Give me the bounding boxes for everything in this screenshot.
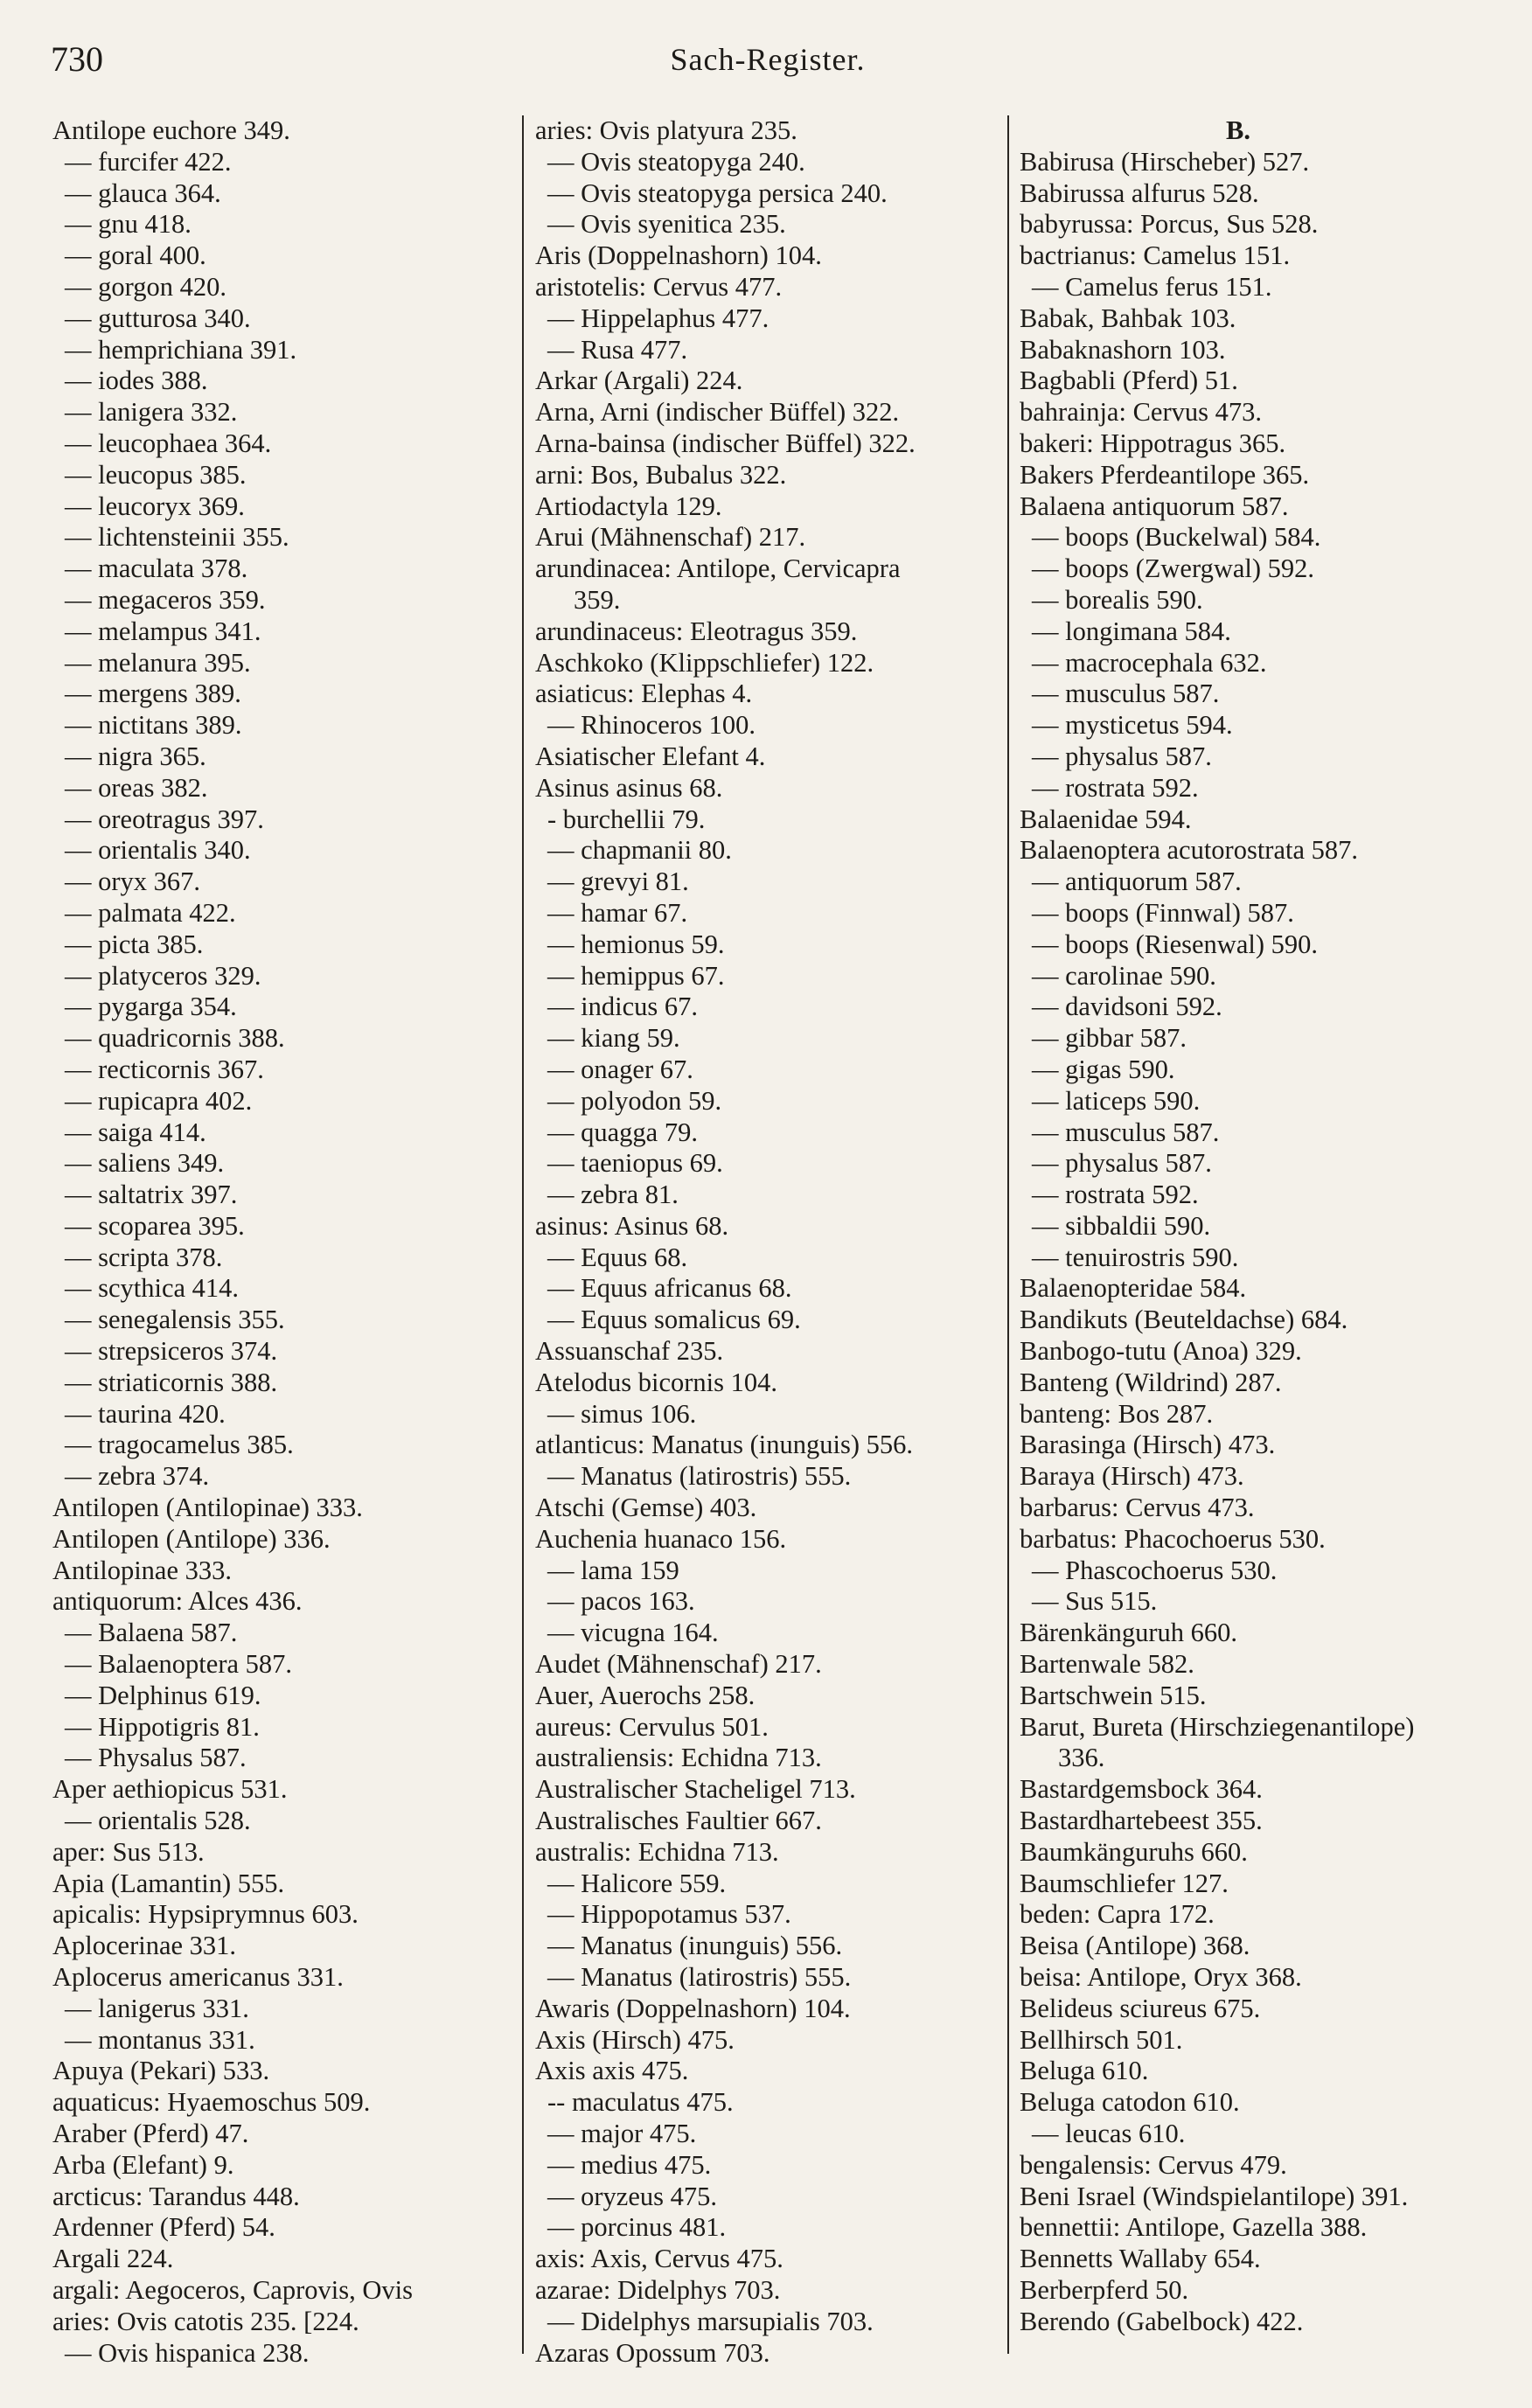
index-entry: atlanticus: Manatus (inunguis) 556. [535, 1430, 914, 1460]
index-entry: — hemippus 67. [547, 960, 725, 991]
index-entry: 336. [1058, 1743, 1105, 1773]
index-entry: arundinaceus: Eleotragus 359. [535, 616, 858, 646]
index-entry: — Hippopotamus 537. [547, 1899, 791, 1930]
index-entry: Auchenia huanaco 156. [535, 1523, 787, 1554]
index-entry: — oryx 367. [65, 866, 201, 897]
index-entry: Aschkoko (Klippschliefer) 122. [535, 647, 874, 678]
index-entry: Bakers Pferdeantilope 365. [1020, 459, 1310, 490]
index-entry: bakeri: Hippotragus 365. [1020, 428, 1286, 458]
index-entry: — hamar 67. [547, 897, 688, 928]
index-entry: Arna, Arni (indischer Büffel) 322. [535, 397, 900, 428]
index-entry: — porcinus 481. [547, 2212, 727, 2243]
index-entry: asiaticus: Elephas 4. [535, 679, 753, 709]
index-entry: — mergens 389. [65, 679, 241, 709]
index-entry: — melanura 395. [65, 647, 251, 678]
index-entry: Axis (Hirsch) 475. [535, 2024, 735, 2055]
index-entry: Bennetts Wallaby 654. [1020, 2244, 1261, 2274]
index-entry: Arna-bainsa (indischer Büffel) 322. [535, 428, 916, 458]
index-entry: Balaenidae 594. [1020, 804, 1192, 834]
index-entry: — zebra 374. [65, 1461, 210, 1492]
index-entry: Assuanschaf 235. [535, 1336, 724, 1367]
index-entry: — tragocamelus 385. [65, 1430, 294, 1460]
index-entry: — Manatus (latirostris) 555. [547, 1461, 852, 1492]
index-entry: Bandikuts (Beuteldachse) 684. [1020, 1305, 1348, 1335]
index-entry: — Didelphys marsupialis 703. [547, 2306, 874, 2336]
index-entry: — oryzeus 475. [547, 2181, 717, 2211]
index-entry: apicalis: Hypsiprymnus 603. [52, 1899, 359, 1930]
index-entry: Bastardhartebeest 355. [1020, 1806, 1263, 1836]
index-entry: — montanus 331. [65, 2024, 255, 2055]
index-entry: — chapmanii 80. [547, 835, 732, 866]
index-entry: — quadricornis 388. [65, 1023, 285, 1054]
index-entry: — scripta 378. [65, 1242, 223, 1272]
index-entry: — major 475. [547, 2119, 697, 2148]
index-entry: argali: Aegoceros, Caprovis, Ovis [52, 2274, 413, 2305]
index-entry: Atschi (Gemse) 403. [535, 1493, 757, 1523]
index-entry: axis: Axis, Cervus 475. [535, 2244, 783, 2274]
index-entry: Arba (Elefant) 9. [52, 2149, 234, 2180]
index-entry: — zebra 81. [547, 1180, 679, 1210]
index-entry: — Manatus (latirostris) 555. [547, 1962, 852, 1993]
index-entry: — furcifer 422. [65, 146, 232, 177]
index-entry: Argali 224. [52, 2244, 174, 2274]
index-entry: Baumschliefer 127. [1020, 1868, 1229, 1898]
index-entry: — hemprichiana 391. [65, 334, 297, 365]
running-title: Sach-Register. [670, 42, 866, 77]
index-entry: — lichtensteinii 355. [65, 522, 289, 553]
index-entry: — nictitans 389. [65, 710, 242, 741]
index-entry: Barasinga (Hirsch) 473. [1020, 1430, 1276, 1460]
index-entry: Balaena antiquorum 587. [1020, 491, 1289, 521]
index-entry: — laticeps 590. [1032, 1085, 1201, 1116]
index-entry: — recticornis 367. [65, 1054, 264, 1084]
index-entry: bahrainja: Cervus 473. [1020, 397, 1262, 428]
index-entry: Berberpferd 50. [1020, 2274, 1189, 2305]
index-entry: Apia (Lamantin) 555. [52, 1868, 285, 1898]
index-entry: Australisches Faultier 667. [535, 1806, 822, 1836]
index-entry: bennettii: Antilope, Gazella 388. [1020, 2212, 1368, 2243]
index-entry: bengalensis: Cervus 479. [1020, 2149, 1287, 2180]
index-entry: — musculus 587. [1032, 1117, 1220, 1147]
index-entry: beisa: Antilope, Oryx 368. [1020, 1962, 1302, 1993]
index-entry: — oreotragus 397. [65, 804, 264, 834]
index-entry: — Balaenoptera 587. [65, 1649, 293, 1680]
index-entry: Antilopinae 333. [52, 1555, 232, 1585]
index-entry: — grevyi 81. [547, 866, 689, 897]
index-entry: aquaticus: Hyaemoschus 509. [52, 2087, 371, 2118]
index-entry: — Ovis steatopyga 240. [547, 146, 805, 177]
index-entry: antiquorum: Alces 436. [52, 1586, 303, 1617]
index-column-3 [1020, 115, 1492, 2338]
index-entry: — onager 67. [547, 1054, 693, 1084]
index-entry: Asinus asinus 68. [535, 772, 723, 803]
index-entry: — boops (Zwergwal) 592. [1032, 553, 1315, 584]
index-entry: — carolinae 590. [1032, 960, 1216, 991]
index-entry: — lanigera 332. [65, 397, 238, 428]
page-header [51, 35, 1485, 87]
index-entry: Araber (Pferd) 47. [52, 2119, 249, 2148]
index-entry: — polyodon 59. [547, 1085, 722, 1116]
index-entry: Apuya (Pekari) 533. [52, 2056, 270, 2086]
index-entry: B. [1226, 115, 1250, 145]
index-entry: — rostrata 592. [1032, 772, 1199, 803]
index-entry: Antilope euchore 349. [52, 115, 290, 145]
index-entry: — borealis 590. [1032, 584, 1203, 615]
index-entry: arundinacea: Antilope, Cervicapra [535, 553, 901, 584]
index-entry: — Hippelaphus 477. [547, 303, 769, 333]
index-entry: — oreas 382. [65, 772, 208, 803]
index-entry: — lanigerus 331. [65, 1993, 249, 2023]
column-divider [1007, 115, 1009, 2354]
index-entry: Bartenwale 582. [1020, 1649, 1194, 1680]
index-entry: Antilopen (Antilopinae) 333. [52, 1493, 363, 1523]
index-entry: Beluga catodon 610. [1020, 2087, 1240, 2118]
index-entry: Arui (Mähnenschaf) 217. [535, 522, 806, 553]
index-entry: — simus 106. [547, 1398, 697, 1429]
index-entry: — Rhinoceros 100. [547, 710, 756, 741]
index-entry: Babaknashorn 103. [1020, 334, 1226, 365]
index-entry: asinus: Asinus 68. [535, 1210, 729, 1241]
index-entry: — palmata 422. [65, 897, 236, 928]
index-entry: Bellhirsch 501. [1020, 2024, 1183, 2055]
index-entry: — picta 385. [65, 929, 204, 959]
index-entry: — physalus 587. [1032, 1148, 1212, 1179]
index-entry: — saltatrix 397. [65, 1180, 238, 1210]
index-entry: — taurina 420. [65, 1398, 226, 1429]
index-entry: — leucophaea 364. [65, 428, 272, 458]
index-entry: — davidsoni 592. [1032, 992, 1222, 1022]
index-entry: — Sus 515. [1032, 1586, 1158, 1617]
index-entry: Bartschwein 515. [1020, 1680, 1207, 1710]
column-divider [522, 115, 524, 2354]
index-entry: — kiang 59. [547, 1023, 680, 1054]
index-entry: Aplocerinae 331. [52, 1931, 237, 1961]
index-entry: — Balaena 587. [65, 1618, 238, 1648]
index-entry: Antilopen (Antilope) 336. [52, 1523, 331, 1554]
index-entry: Auer, Auerochs 258. [535, 1680, 756, 1710]
index-entry: — macrocephala 632. [1032, 647, 1267, 678]
index-entry: — rostrata 592. [1032, 1180, 1199, 1210]
index-entry: — leucas 610. [1032, 2119, 1186, 2148]
index-entry: Barut, Bureta (Hirschziegenantilope) [1020, 1711, 1415, 1742]
index-entry: — quagga 79. [547, 1117, 698, 1147]
index-entry: — sibbaldii 590. [1032, 1210, 1211, 1241]
index-entry: Beni Israel (Windspielantilope) 391. [1020, 2181, 1409, 2211]
index-entry: — physalus 587. [1032, 741, 1212, 771]
index-entry: Balaenopteridae 584. [1020, 1273, 1247, 1304]
index-entry: Aplocerus americanus 331. [52, 1962, 344, 1993]
index-entry: Beluga 610. [1020, 2056, 1149, 2086]
index-entry: — lama 159 [547, 1555, 679, 1585]
index-entry: — boops (Riesenwal) 590. [1032, 929, 1318, 959]
index-entry: — megaceros 359. [65, 584, 266, 615]
index-entry: Australischer Stacheligel 713. [535, 1774, 856, 1805]
index-entry: Ardenner (Pferd) 54. [52, 2212, 275, 2243]
index-entry: — gutturosa 340. [65, 303, 251, 333]
index-entry: — musculus 587. [1032, 679, 1220, 709]
index-entry: Axis axis 475. [535, 2056, 689, 2086]
index-entry: — Equus somalicus 69. [547, 1305, 801, 1335]
index-entry: barbatus: Phacochoerus 530. [1020, 1523, 1326, 1554]
index-entry: — leucopus 385. [65, 459, 247, 490]
index-entry: — Delphinus 619. [65, 1680, 261, 1710]
index-entry: — leucoryx 369. [65, 491, 245, 521]
index-entry: — gnu 418. [65, 209, 192, 240]
index-entry: aries: Ovis catotis 235. [224. [52, 2306, 359, 2336]
index-entry: arcticus: Tarandus 448. [52, 2181, 300, 2211]
index-entry: — medius 475. [547, 2149, 712, 2180]
index-entry: — boops (Finnwal) 587. [1032, 897, 1294, 928]
index-entry: — Equus africanus 68. [547, 1273, 792, 1304]
index-entry: — senegalensis 355. [65, 1305, 285, 1335]
index-entry: Atelodus bicornis 104. [535, 1367, 778, 1397]
index-entry: - burchellii 79. [547, 804, 706, 834]
index-entry: — Ovis hispanica 238. [65, 2337, 310, 2368]
index-entry: — Rusa 477. [547, 334, 688, 365]
index-entry: — goral 400. [65, 240, 206, 271]
index-entry: australiensis: Echidna 713. [535, 1743, 822, 1773]
index-entry: Banbogo-tutu (Anoa) 329. [1020, 1336, 1302, 1367]
index-entry: Asiatischer Elefant 4. [535, 741, 766, 771]
index-entry: — platyceros 329. [65, 960, 261, 991]
index-entry: — scythica 414. [65, 1273, 240, 1304]
index-entry: Banteng (Wildrind) 287. [1020, 1367, 1282, 1397]
index-entry: Babak, Bahbak 103. [1020, 303, 1236, 333]
index-entry: — melampus 341. [65, 616, 261, 646]
index-entry: Babirussa alfurus 528. [1020, 177, 1259, 208]
index-entry: Beisa (Antilope) 368. [1020, 1931, 1250, 1961]
index-entry: — tenuirostris 590. [1032, 1242, 1239, 1272]
index-entry: Arkar (Argali) 224. [535, 365, 743, 396]
index-entry: — Ovis steatopyga persica 240. [547, 177, 888, 208]
index-entry: arni: Bos, Bubalus 322. [535, 459, 787, 490]
index-entry: banteng: Bos 287. [1020, 1398, 1214, 1429]
index-entry: Bagbabli (Pferd) 51. [1020, 365, 1238, 396]
index-entry: — orientalis 340. [65, 835, 251, 866]
index-entry: Babirusa (Hirscheber) 527. [1020, 146, 1310, 177]
index-entry: aper: Sus 513. [52, 1836, 205, 1867]
index-entry: — indicus 67. [547, 992, 698, 1022]
index-entry: Berendo (Gabelbock) 422. [1020, 2306, 1304, 2336]
index-entry: Baraya (Hirsch) 473. [1020, 1461, 1244, 1492]
index-entry: Artiodactyla 129. [535, 491, 722, 521]
index-entry: Aris (Doppelnashorn) 104. [535, 240, 822, 271]
index-entry: — Camelus ferus 151. [1032, 271, 1272, 302]
index-entry: — scoparea 395. [65, 1210, 245, 1241]
index-entry: — antiquorum 587. [1032, 866, 1242, 897]
index-entry: aries: Ovis platyura 235. [535, 115, 797, 145]
index-entry: Baumkänguruhs 660. [1020, 1836, 1248, 1867]
index-entry: bactrianus: Camelus 151. [1020, 240, 1291, 271]
index-entry: australis: Echidna 713. [535, 1836, 779, 1867]
index-entry: beden: Capra 172. [1020, 1899, 1215, 1930]
index-entry: — Halicore 559. [547, 1868, 727, 1898]
index-entry: — gorgon 420. [65, 271, 226, 302]
index-entry: — gibbar 587. [1032, 1023, 1187, 1054]
index-entry: — boops (Buckelwal) 584. [1032, 522, 1321, 553]
index-entry: — maculata 378. [65, 553, 248, 584]
index-entry: — strepsiceros 374. [65, 1336, 278, 1367]
index-column-1 [52, 115, 525, 2369]
index-entry: — nigra 365. [65, 741, 206, 771]
index-entry: Awaris (Doppelnashorn) 104. [535, 1993, 851, 2023]
index-entry: — rupicapra 402. [65, 1085, 253, 1116]
index-entry: -- maculatus 475. [547, 2087, 734, 2118]
index-entry: — saiga 414. [65, 1117, 206, 1147]
index-column-2 [535, 115, 1007, 2369]
index-entry: aristotelis: Cervus 477. [535, 271, 783, 302]
index-entry: Aper aethiopicus 531. [52, 1774, 288, 1805]
index-entry: — Phascochoerus 530. [1032, 1555, 1278, 1585]
index-entry: — pygarga 354. [65, 992, 237, 1022]
index-entry: — pacos 163. [547, 1586, 695, 1617]
index-entry: — longimana 584. [1032, 616, 1231, 646]
index-entry: barbarus: Cervus 473. [1020, 1493, 1255, 1523]
index-entry: Audet (Mähnenschaf) 217. [535, 1649, 822, 1680]
index-entry: — mysticetus 594. [1032, 710, 1233, 741]
index-entry: Balaenoptera acutorostrata 587. [1020, 835, 1359, 866]
index-entry: — striaticornis 388. [65, 1367, 278, 1397]
index-entry: — Physalus 587. [65, 1743, 247, 1773]
index-entry: — Equus 68. [547, 1242, 688, 1272]
index-entry: — vicugna 164. [547, 1618, 719, 1648]
index-entry: — glauca 364. [65, 177, 221, 208]
index-entry: Bastardgemsbock 364. [1020, 1774, 1263, 1805]
index-entry: aureus: Cervulus 501. [535, 1711, 769, 1742]
index-entry: — taeniopus 69. [547, 1148, 723, 1179]
index-entry: — iodes 388. [65, 365, 208, 396]
index-entry: — Hippotigris 81. [65, 1711, 260, 1742]
page-number: 730 [51, 39, 103, 79]
index-entry: — hemionus 59. [547, 929, 725, 959]
index-entry: — Manatus (inunguis) 556. [547, 1931, 843, 1961]
index-entry: — saliens 349. [65, 1148, 225, 1179]
index-entry: Belideus sciureus 675. [1020, 1993, 1261, 2023]
index-entry: — gigas 590. [1032, 1054, 1175, 1084]
index-entry: babyrussa: Porcus, Sus 528. [1020, 209, 1319, 240]
index-entry: Bärenkänguruh 660. [1020, 1618, 1238, 1648]
index-entry: 359. [574, 584, 621, 615]
index-entry: azarae: Didelphys 703. [535, 2274, 781, 2305]
index-entry: — orientalis 528. [65, 1806, 251, 1836]
index-entry: Azaras Opossum 703. [535, 2337, 770, 2368]
index-entry: — Ovis syenitica 235. [547, 209, 786, 240]
